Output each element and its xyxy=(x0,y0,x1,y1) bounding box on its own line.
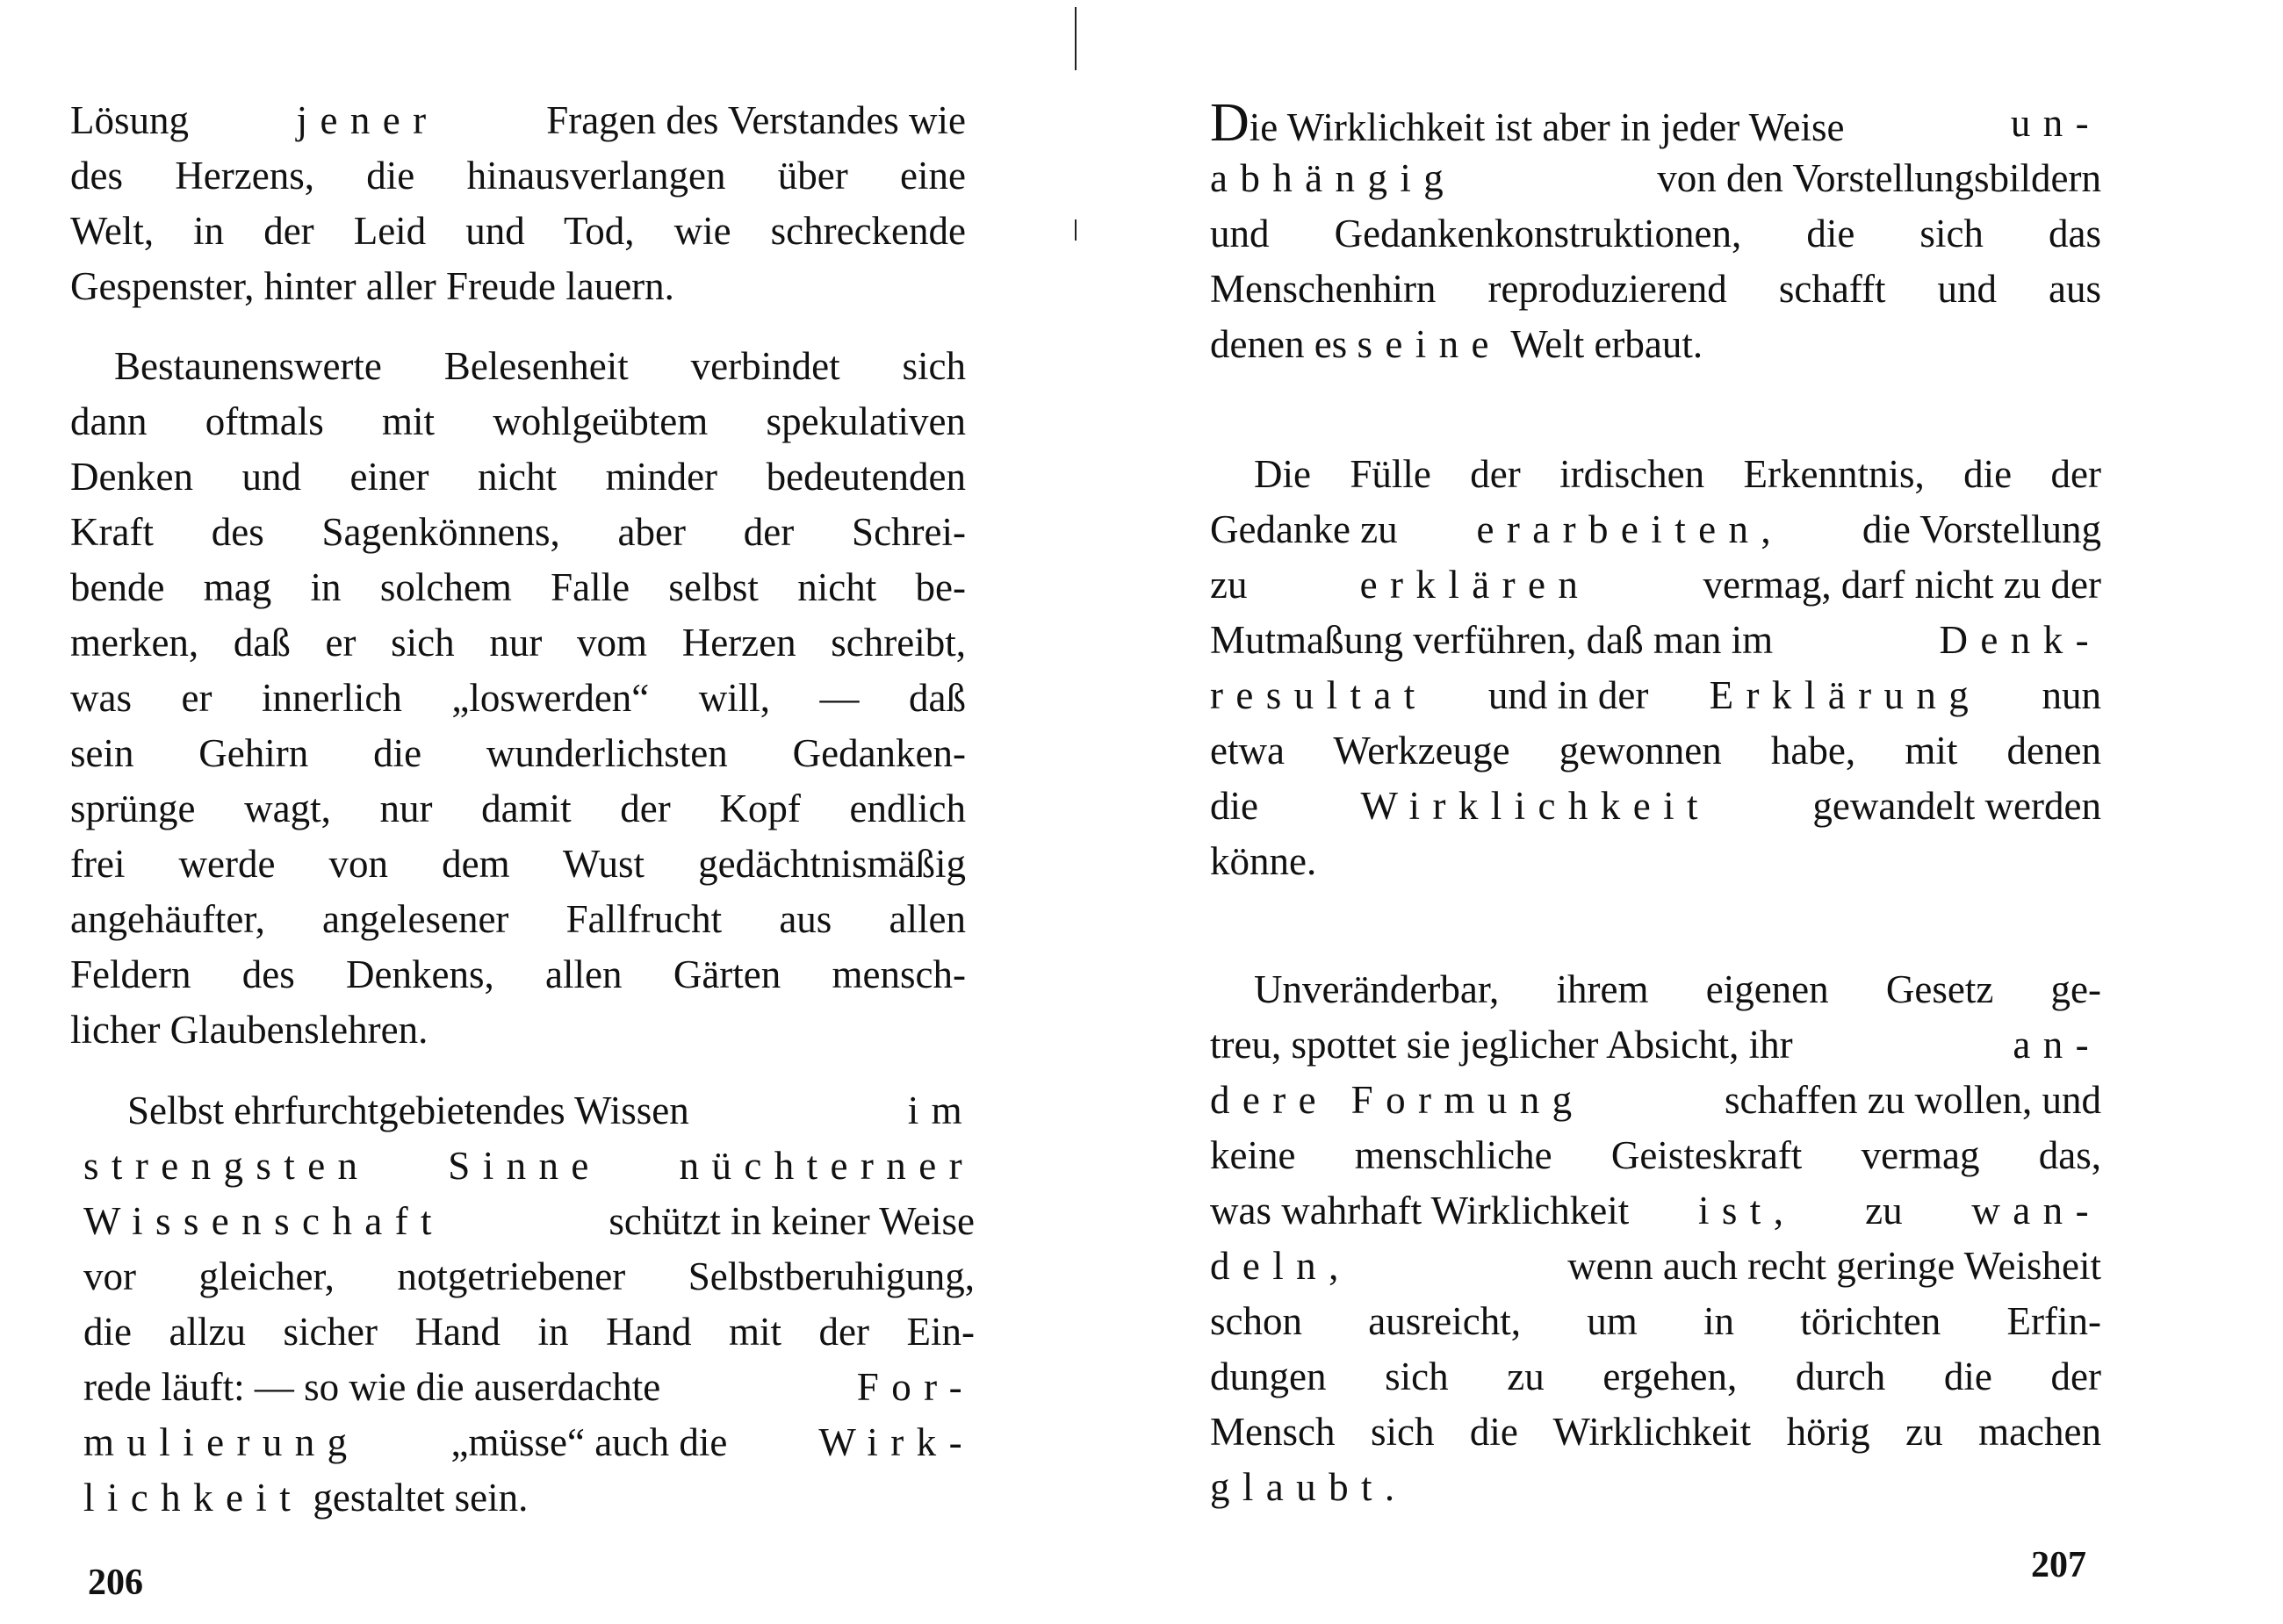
text: gewandelt werden xyxy=(1812,784,2101,828)
text-line xyxy=(1210,1465,2101,1514)
spaced-text: Wissenschaft xyxy=(83,1199,444,1243)
text-line: sprünge wagt, nur damit der Kopf endlich xyxy=(70,787,966,830)
text: wenn auch recht geringe Weisheit xyxy=(1567,1244,2101,1288)
text-line xyxy=(127,1089,975,1138)
text-line xyxy=(1210,1189,2101,1238)
spaced-text: abhängig xyxy=(1210,156,1457,200)
drop-cap: D xyxy=(1210,93,1250,153)
text: rede läuft: — so wie die auserdachte xyxy=(83,1365,661,1409)
text: und in der xyxy=(1487,673,1649,717)
text-line: Denken und einer nicht minder bedeutenden xyxy=(70,455,966,499)
text-line xyxy=(83,1144,975,1193)
text-line xyxy=(83,1365,975,1414)
gutter-mark-mid xyxy=(1075,219,1077,241)
text-line xyxy=(70,98,966,147)
text-line: Unveränderbar, ihrem eigenen Gesetz ge- xyxy=(1254,967,2101,1011)
text: Mutmaßung verführen, daß man im xyxy=(1210,618,1774,662)
spaced-text: un- xyxy=(2010,101,2101,145)
spaced-text: resultat xyxy=(1210,673,1428,717)
text: die xyxy=(1210,784,1258,828)
text-line: Welt, in der Leid und Tod, wie schreckende xyxy=(70,209,966,253)
text-line: Kraft des Sagenkönnens, aber der Schrei- xyxy=(70,510,966,554)
spaced-text: deln, xyxy=(1210,1244,1351,1288)
spaced-text: im xyxy=(907,1089,975,1132)
left-page xyxy=(0,0,1071,1624)
text: „müsse“ auch die xyxy=(450,1420,728,1464)
text-line xyxy=(1210,563,2101,612)
text: was wahrhaft Wirklichkeit xyxy=(1210,1189,1630,1232)
text: Welt erbaut. xyxy=(1510,322,1703,366)
spaced-text: Wirklichkeit xyxy=(1360,784,1710,828)
text: Selbst ehrfurchtgebietendes Wissen xyxy=(127,1089,689,1132)
text-line: merken, daß er sich nur vom Herzen schreibt, xyxy=(70,621,966,665)
text-line xyxy=(1210,93,2101,153)
text: zu xyxy=(1210,563,1248,607)
text-line: und Gedankenkonstruktionen, die sich das xyxy=(1210,212,2101,255)
spaced-text: nüchterner xyxy=(679,1144,975,1188)
text-line: Gespenster, hinter aller Freude lauern. xyxy=(70,264,674,308)
spaced-text: lichkeit xyxy=(83,1476,304,1520)
spaced-text: ist, xyxy=(1697,1189,1797,1232)
text: treu, spottet sie jeglicher Absicht, ihr xyxy=(1210,1023,1793,1067)
text-line: angehäufter, angelesener Fallfrucht aus allen xyxy=(70,897,966,941)
text-line: könne. xyxy=(1210,839,1317,883)
spaced-text: erklären xyxy=(1359,563,1591,607)
text: denen es xyxy=(1210,322,1348,366)
text-line xyxy=(1210,618,2101,667)
text-line: keine menschliche Geisteskraft vermag das, xyxy=(1210,1133,2101,1177)
text-line xyxy=(83,1199,975,1248)
spaced-text: For- xyxy=(856,1365,975,1409)
text-line xyxy=(1210,156,2101,205)
text: Lösung xyxy=(70,98,189,142)
text-line: dungen sich zu ergehen, durch die der xyxy=(1210,1355,2101,1398)
right-page xyxy=(1142,0,2283,1624)
page-number: 207 xyxy=(2031,1545,2086,1585)
text: Gedanke zu xyxy=(1210,507,1398,551)
text: Fragen des Verstandes wie xyxy=(546,98,966,142)
spaced-text: Denk- xyxy=(1939,618,2101,662)
spaced-text: seine xyxy=(1357,322,1502,366)
spaced-text: Wirk- xyxy=(818,1420,975,1464)
text-line xyxy=(1210,784,2101,833)
spaced-text: strengsten xyxy=(83,1144,371,1188)
text-line: Mensch sich die Wirklichkeit hörig zu machen xyxy=(1210,1410,2101,1454)
text: nun xyxy=(2042,673,2101,717)
spaced-text: erarbeiten, xyxy=(1476,507,1784,551)
text xyxy=(1210,93,1845,153)
text: ie Wirklichkeit ist aber in jeder Weise xyxy=(1249,105,1845,149)
gutter-mark-top xyxy=(1075,7,1077,70)
text-line xyxy=(83,1476,975,1525)
text-line xyxy=(1210,673,2101,722)
text: gestaltet sein. xyxy=(313,1476,529,1520)
spaced-text: mulierung xyxy=(83,1420,360,1464)
text-line: dann oftmals mit wohlgeübtem spekulativen xyxy=(70,399,966,443)
spaced-text: wan- xyxy=(1971,1189,2101,1232)
text-line xyxy=(83,1420,975,1470)
text-line: vor gleicher, notgetriebener Selbstberuhigung, xyxy=(83,1254,975,1298)
text-line: etwa Werkzeuge gewonnen habe, mit denen xyxy=(1210,729,2101,772)
text-line xyxy=(1210,1078,2101,1127)
text: schaffen zu wollen, und xyxy=(1724,1078,2101,1122)
text-line: des Herzens, die hinausverlangen über eine xyxy=(70,154,966,198)
text-line xyxy=(1210,507,2101,557)
spaced-text: dere Formung xyxy=(1210,1078,1585,1122)
spaced-text: glaubt. xyxy=(1210,1465,1408,1509)
text-line: schon ausreicht, um in törichten Erfin- xyxy=(1210,1299,2101,1343)
text: von den Vorstellungsbildern xyxy=(1657,156,2101,200)
text: schützt in keiner Weise xyxy=(609,1199,975,1243)
text: die Vorstellung xyxy=(1862,507,2101,551)
page-number: 206 xyxy=(88,1563,143,1603)
text-line xyxy=(1210,1244,2101,1293)
spaced-text: an- xyxy=(2013,1023,2101,1067)
text-line: was er innerlich „loswerden“ will, — daß xyxy=(70,676,966,720)
spaced-text: Sinne xyxy=(448,1144,601,1188)
text: vermag, darf nicht zu der xyxy=(1703,563,2101,607)
text-line: Menschenhirn reproduzierend schafft und aus xyxy=(1210,267,2101,311)
text: zu xyxy=(1865,1189,1903,1232)
text-line: Feldern des Denkens, allen Gärten mensch- xyxy=(70,952,966,996)
text-line xyxy=(1210,1023,2101,1072)
spaced-text: jener xyxy=(296,98,439,142)
text-line: Bestaunenswerte Belesenheit verbindet sich xyxy=(114,344,966,388)
text-line: frei werde von dem Wust gedächtnismäßig xyxy=(70,842,966,886)
text-line: licher Glaubenslehren. xyxy=(70,1008,429,1052)
text-line: sein Gehirn die wunderlichsten Gedanken- xyxy=(70,731,966,775)
text-line: bende mag in solchem Falle selbst nicht be- xyxy=(70,565,966,609)
spaced-text: Erklärung xyxy=(1709,673,1982,717)
text-line xyxy=(1210,322,2101,371)
text-line: Die Fülle der irdischen Erkenntnis, die der xyxy=(1254,452,2101,496)
text-line: die allzu sicher Hand in Hand mit der Ein- xyxy=(83,1310,975,1354)
